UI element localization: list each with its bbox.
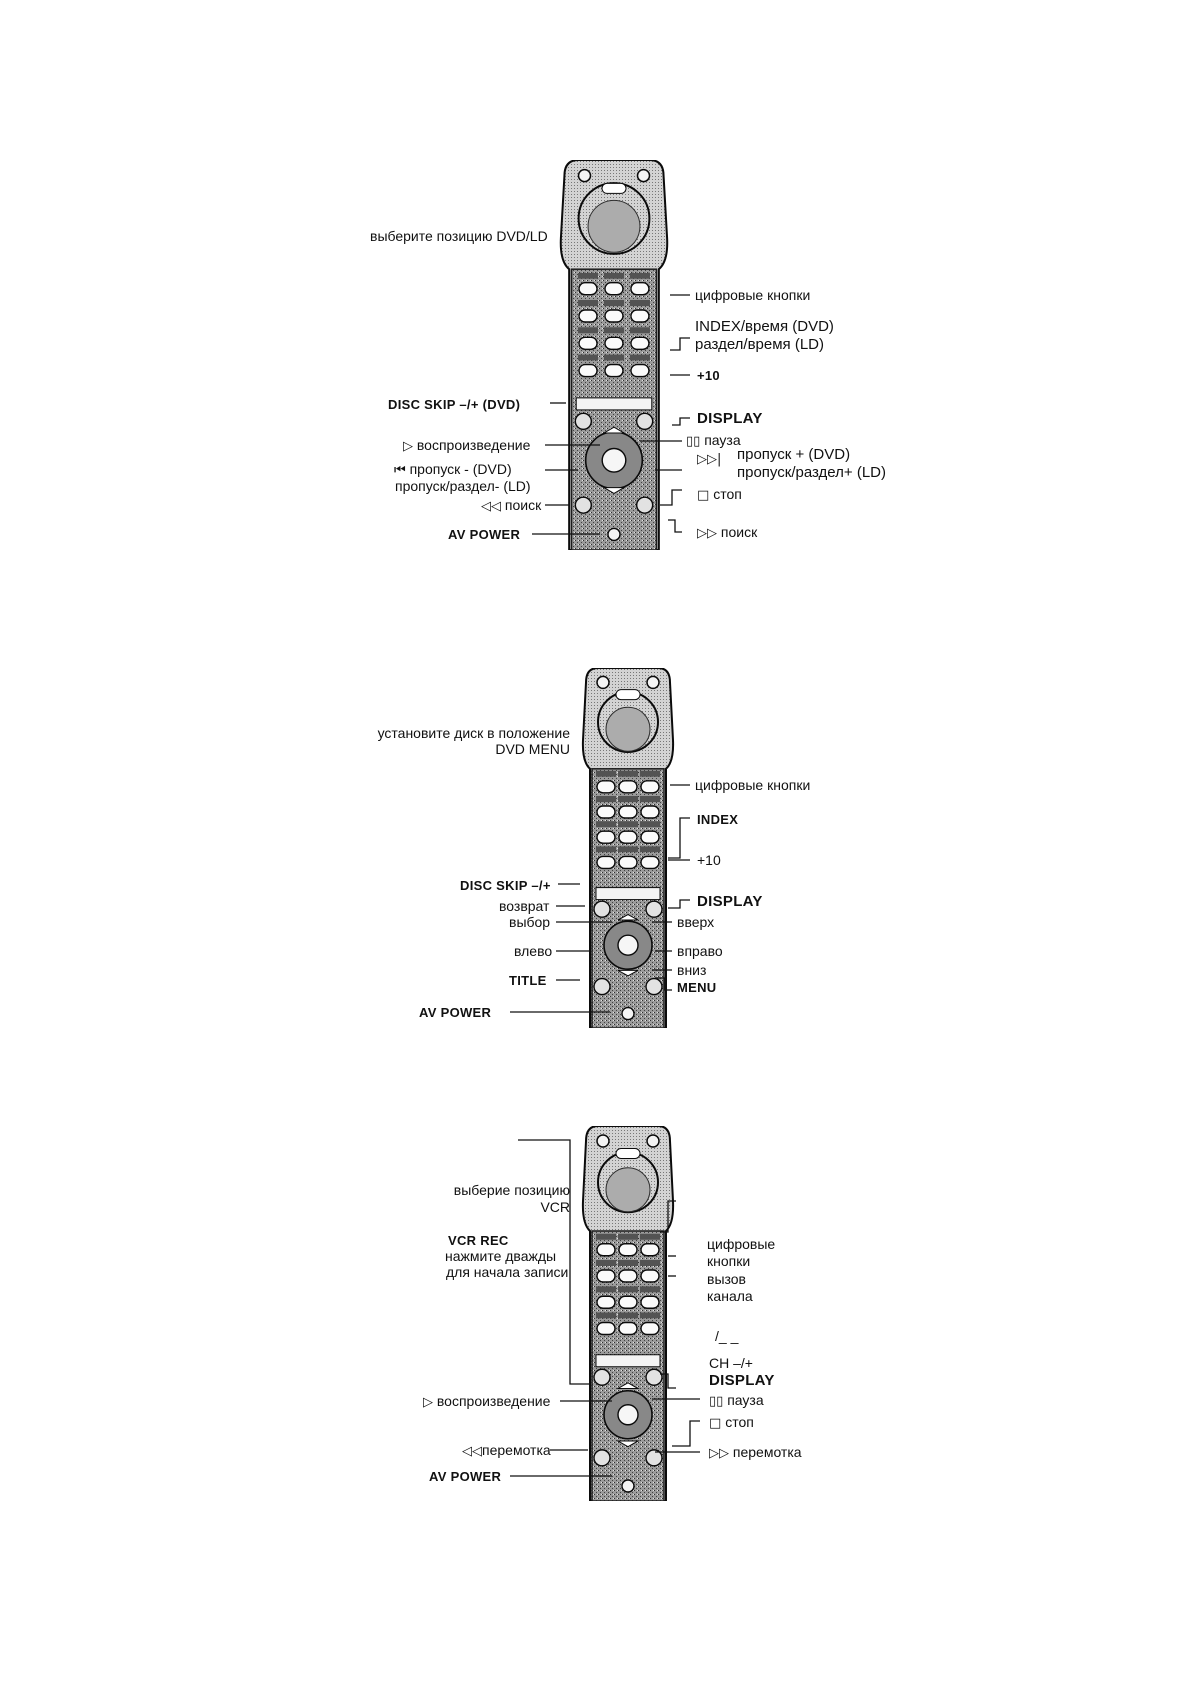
search-fwd-label [697,524,757,542]
stop-icon: □ [709,1416,722,1431]
pause-icon: ▯▯ [709,1394,724,1409]
diagram-dvd-menu [0,668,1190,1028]
rewind-back-text: перемотка [482,1442,551,1458]
leader-lines [0,1126,1190,1501]
play-text: воспроизведение [436,1393,551,1409]
skip-prev-ld-label: пропуск/раздел- (LD) [395,478,531,494]
display-label: DISPLAY [697,410,763,427]
play-icon: ▷ [423,1395,433,1410]
menu-label: MENU [677,980,717,995]
av-power-label: AV POWER [429,1469,502,1484]
fast-forward-icon: ▷▷ [709,1446,729,1461]
skip-prev-dvd-label [394,461,512,479]
select-vcr-line1: выберие позицию [453,1182,570,1198]
search-back-text: поиск [504,497,542,513]
pause-text: пауза [727,1392,764,1408]
pause-label [686,432,741,450]
leader-lines [0,160,1190,550]
skip-back-icon: ⏮ [394,463,406,478]
digit-buttons-line2: кнопки [707,1253,751,1269]
search-back-label [481,497,541,515]
skip-next-icon [697,450,721,468]
set-disc-label-line2: DVD MENU [495,741,570,757]
leader-lines [0,668,1190,1028]
digit-buttons-line1: цифровые [707,1236,776,1252]
pause-text: пауза [704,432,741,448]
play-label [423,1393,550,1411]
index-time-dvd-label: INDEX/время (DVD) [695,318,834,335]
play-icon: ▷ [403,439,413,454]
disc-skip-dvd-label: DISC SKIP –/+ (DVD) [388,397,521,412]
select-dvd-ld-label: выберите позицию DVD/LD [370,228,548,244]
fast-forward-icon: ▷▷ [697,526,717,541]
diagram-dvd-ld [0,160,1190,550]
play-label [403,437,530,455]
digit-buttons-label: цифровые кнопки [695,287,811,303]
right-label: вправо [677,943,723,959]
slash-label: /_ _ [715,1328,739,1344]
select-vcr-line2: VCR [540,1199,570,1215]
pause-label [709,1392,764,1410]
plus10-label: +10 [697,852,721,868]
set-disc-label-line1: установите диск в положение [377,725,570,741]
index-label: INDEX [697,812,739,827]
display-label: DISPLAY [709,1372,775,1389]
stop-text: стоп [713,486,742,502]
stop-label [709,1414,754,1432]
rewind-fwd-label [709,1444,802,1462]
skip-prev-dvd-text: пропуск - (DVD) [409,461,512,477]
diagram-vcr [0,1126,1190,1501]
start-recording-label: для начала записи [446,1264,569,1280]
select-label: выбор [509,914,551,930]
ch-label: CH –/+ [709,1355,753,1371]
title-label: TITLE [509,973,547,988]
stop-label [697,486,742,504]
rewind-fwd-text: перемотка [732,1444,802,1460]
rewind-back-label [462,1442,551,1460]
display-label: DISPLAY [697,893,763,910]
return-label: возврат [499,898,550,914]
chapter-time-ld-label: раздел/время (LD) [695,336,825,353]
av-power-label: AV POWER [448,527,521,542]
skip-next-dvd-label: пропуск + (DVD) [737,446,851,463]
skip-next-ld-label: пропуск/раздел+ (LD) [737,464,886,481]
search-fwd-text: поиск [720,524,758,540]
stop-text: стоп [725,1414,754,1430]
pause-icon: ▯▯ [686,434,701,449]
av-power-label: AV POWER [419,1005,492,1020]
disc-skip-label: DISC SKIP –/+ [460,878,551,893]
stop-icon: □ [697,488,710,503]
press-twice-label: нажмите дважды [445,1248,557,1264]
channel-recall-line1: вызов [707,1271,746,1287]
up-label: вверх [677,914,715,930]
plus10-label: +10 [697,368,720,383]
skip-next-symbol: ▷▷| [697,452,722,467]
left-label: влево [514,943,553,959]
down-label: вниз [677,962,707,978]
play-text: воспроизведение [416,437,531,453]
rewind-icon: ◁◁ [481,499,501,514]
digit-buttons-label: цифровые кнопки [695,777,811,793]
channel-recall-line2: канала [707,1288,753,1304]
rewind-icon: ◁◁ [462,1444,482,1459]
vcr-rec-label: VCR REC [448,1233,509,1248]
